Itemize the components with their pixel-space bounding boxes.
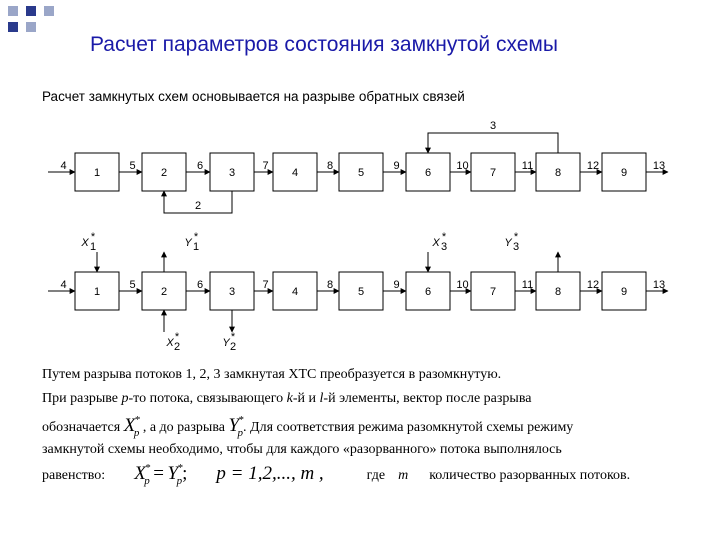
stream-label-13: 13 (652, 160, 666, 172)
text-line-5a: равенство: (42, 468, 106, 483)
text-line-3b: , а до разрыва (142, 420, 225, 435)
block-label-3: 3 (228, 167, 236, 179)
stream-label-9: 9 (393, 160, 400, 172)
closed-scheme (48, 120, 668, 213)
text-line-5c: количество разорванных потоков. (429, 468, 631, 483)
label-y1-sub: 1 (192, 241, 200, 253)
label-y3-star: * (513, 231, 519, 243)
slide-title: Расчет параметров состояния замкнутой схемы (90, 33, 558, 56)
block-label-9: 9 (620, 167, 628, 179)
recycle-label-2: 2 (194, 200, 202, 212)
stream-label-8: 8 (326, 160, 334, 172)
eq-sign: = (153, 463, 165, 484)
label-y1: Y (184, 237, 192, 249)
stream-label-4: 4 (60, 279, 67, 291)
text-line-5 (42, 462, 631, 487)
eq-p: p (176, 475, 183, 487)
stream-label-10: 10 (456, 279, 469, 291)
block-label-2: 2 (160, 167, 168, 179)
label-x1-star: * (90, 231, 96, 243)
stream-label-6: 6 (196, 279, 204, 291)
eq-y: Y (167, 463, 179, 484)
block-label-3: 3 (228, 286, 236, 298)
stream-label-7: 7 (262, 160, 269, 172)
label-y3: Y (504, 237, 512, 249)
block-label-1: 1 (93, 167, 101, 179)
text-line-3 (42, 414, 574, 439)
label-x3-sub: 3 (440, 241, 448, 253)
label-y2-sub: 2 (229, 341, 237, 353)
stream-label-9: 9 (393, 279, 400, 291)
text-line-2d: -й элементы, вектор после разрыва (323, 391, 532, 406)
stream-label-12: 12 (586, 160, 600, 172)
block-label-6: 6 (424, 286, 432, 298)
label-y2-star: * (230, 331, 236, 343)
open-scheme (48, 231, 668, 353)
block-label-8: 8 (554, 286, 562, 298)
eq-star: * (177, 462, 183, 474)
label-x3: X (432, 237, 440, 249)
block-label-7: 7 (489, 286, 497, 298)
symbol-y: Y (228, 415, 240, 436)
label-x2: X (166, 337, 174, 349)
block-label-5: 5 (357, 286, 365, 298)
eq-semicolon: ; (182, 463, 188, 484)
block-label-8: 8 (554, 167, 562, 179)
label-y2: Y (222, 337, 230, 349)
stream-label-4: 4 (60, 160, 67, 172)
label-y3-sub: 3 (512, 241, 520, 253)
stream-label-5: 5 (129, 279, 136, 291)
block-label-4: 4 (291, 167, 299, 179)
eq-star: * (144, 462, 151, 474)
eq-p: p (144, 475, 150, 487)
stream-label-8: 8 (326, 279, 334, 291)
block-label-1: 1 (93, 286, 101, 298)
block-label-6: 6 (424, 167, 432, 179)
stream-label-5: 5 (129, 160, 136, 172)
text-line-3c: . Для соответствия режима разомкнутой схемы режиму (243, 420, 574, 435)
eq-x: X (134, 463, 146, 484)
text-line-2a: При разрыве (42, 391, 122, 406)
text-l: l (319, 391, 324, 406)
block-label-4: 4 (291, 286, 299, 298)
text-line-4: замкнутой схемы необходимо, чтобы для каждого «разорванного» потока выполнялось (42, 442, 562, 457)
symbol-x: X (123, 415, 136, 436)
label-x2-sub: 2 (173, 341, 181, 353)
text-line-2 (42, 392, 531, 406)
block-label-2: 2 (160, 286, 168, 298)
stream-label-6: 6 (196, 160, 204, 172)
stream-label-7: 7 (262, 279, 269, 291)
label-x1-sub: 1 (89, 241, 97, 253)
lead-text: Расчет замкнутых схем основывается на разрыве обратных связей (42, 89, 465, 104)
text-line-3a: обозначается (42, 420, 121, 435)
label-x2-star: * (174, 331, 180, 343)
text-line-5b: где (366, 468, 386, 483)
text-line-2b: -то потока, связывающего (128, 391, 287, 406)
text-k: k (286, 391, 293, 406)
block-label-7: 7 (489, 167, 497, 179)
recycle-stream-3 (428, 133, 558, 153)
stream-label-11: 11 (521, 279, 534, 291)
symbol-star: * (238, 414, 244, 426)
eq-range: p = 1,2,..., m , (216, 463, 324, 484)
recycle-label-3: 3 (489, 120, 497, 132)
stream-label-10: 10 (456, 160, 469, 172)
text-line-2c: -й и (292, 391, 320, 406)
stream-label-13: 13 (652, 279, 666, 291)
label-x3-star: * (441, 231, 447, 243)
symbol-star: * (134, 414, 140, 426)
block-label-5: 5 (357, 167, 365, 179)
symbol-p: p (133, 427, 140, 439)
block-label-9: 9 (620, 286, 628, 298)
text-p: p (121, 391, 129, 406)
stream-label-12: 12 (586, 279, 600, 291)
text-m: m (398, 468, 409, 483)
symbol-p: p (237, 427, 244, 439)
label-y1-star: * (193, 231, 199, 243)
stream-label-11: 11 (521, 160, 534, 172)
label-x1: X (81, 237, 89, 249)
text-line-1: Путем разрыва потоков 1, 2, 3 замкнутая ХТС преобразуется в разомкнутую. (42, 367, 502, 382)
